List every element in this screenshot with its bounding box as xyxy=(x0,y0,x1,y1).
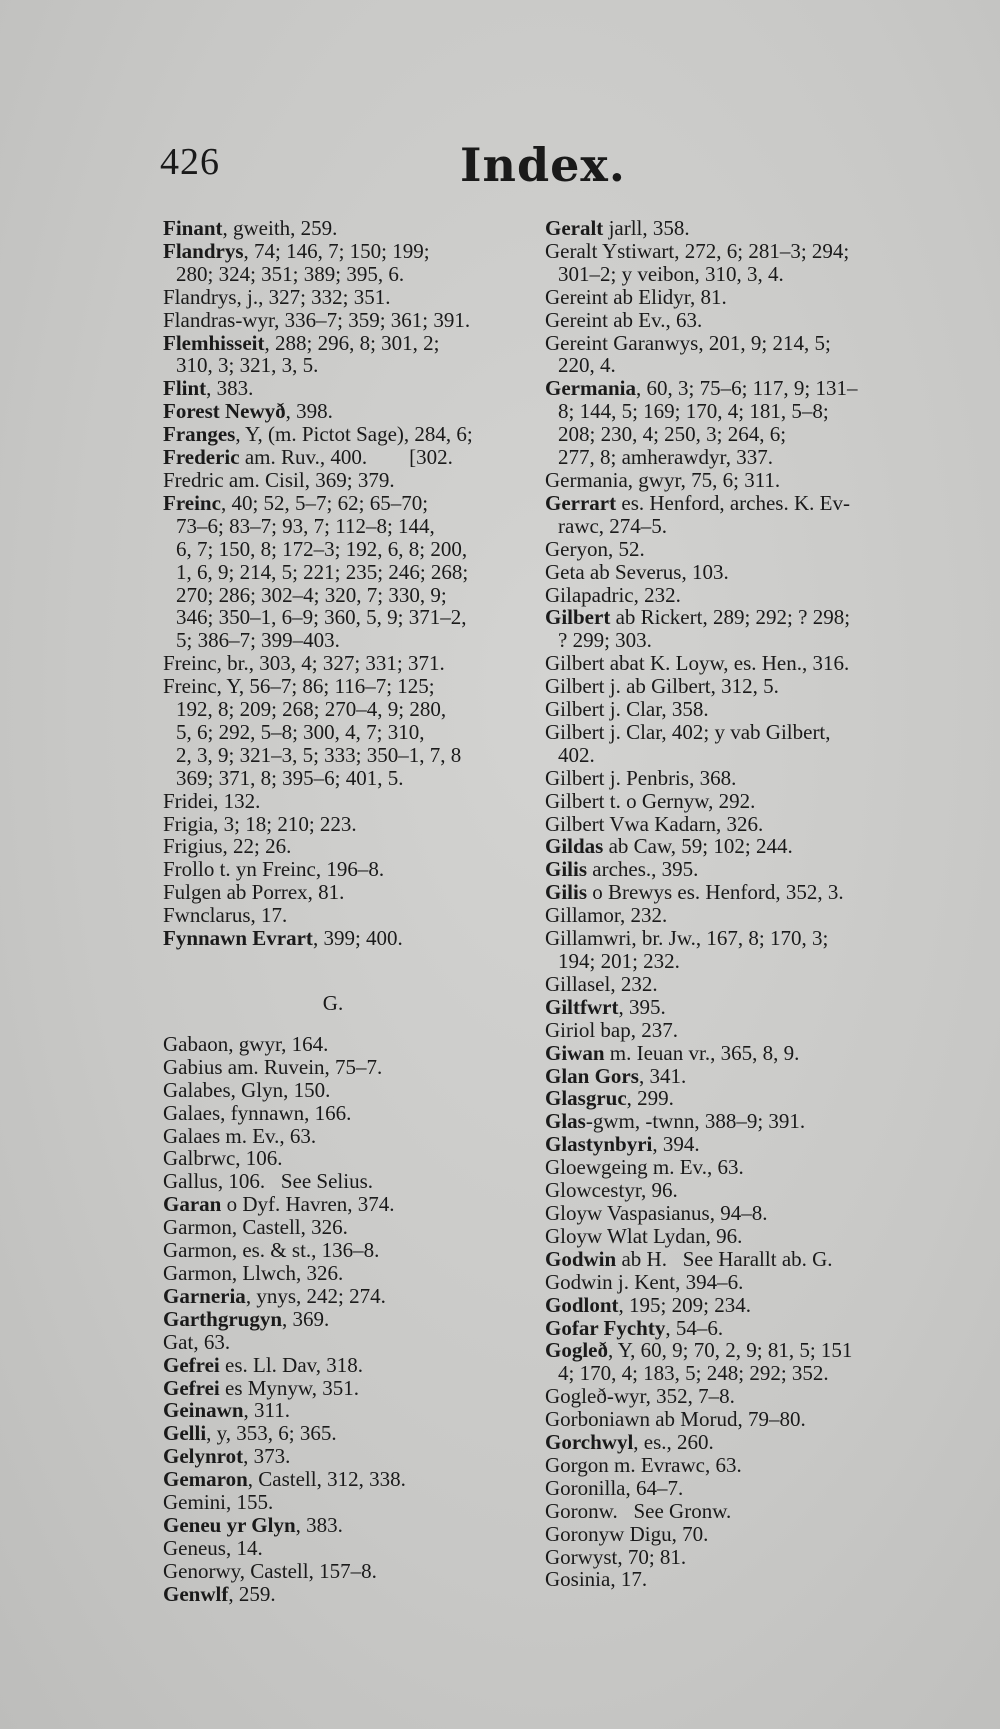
index-entry xyxy=(545,973,905,996)
index-entry xyxy=(545,1385,905,1408)
entry-line: Gilbert j. ab Gilbert, 312, 5. xyxy=(545,674,779,699)
entry-line: Germania, 60, 3; 75–6; 117, 9; 131– xyxy=(545,376,858,401)
index-entry xyxy=(545,1408,905,1431)
entry-continuation: 5; 386–7; 399–403. xyxy=(176,628,340,653)
entry-line: Godwin j. Kent, 394–6. xyxy=(545,1269,744,1294)
entry-line: Geinawn, 311. xyxy=(163,1398,290,1423)
index-entry xyxy=(545,835,905,858)
index-entry xyxy=(163,332,533,378)
index-entry xyxy=(163,858,533,881)
entry-continuation: 220, 4. xyxy=(558,353,616,378)
entry-line: Gogleð-wyr, 352, 7–8. xyxy=(545,1384,735,1409)
index-entry xyxy=(545,881,905,904)
entry-line: Gerrart es. Henford, arches. K. Ev- xyxy=(545,490,850,515)
section-letter: G. xyxy=(322,991,344,1015)
index-entry xyxy=(545,1454,905,1477)
index-entry xyxy=(545,1431,905,1454)
entry-line: Goronw. See Gronw. xyxy=(545,1498,732,1523)
entry-continuation: ? 299; 303. xyxy=(558,628,652,653)
entry-continuation: 4; 170, 4; 183, 5; 248; 292; 352. xyxy=(558,1361,829,1386)
entry-line: Freinc, br., 303, 4; 327; 331; 371. xyxy=(163,651,445,676)
entry-line: Gefrei es Mynyw, 351. xyxy=(163,1375,359,1400)
index-entry xyxy=(545,217,905,240)
entry-line: Goronyw Digu, 70. xyxy=(545,1521,709,1546)
index-entry xyxy=(545,561,905,584)
entry-continuation: 8; 144, 5; 169; 170, 4; 181, 5–8; xyxy=(558,399,829,424)
entry-line: Flandras-wyr, 336–7; 359; 361; 391. xyxy=(163,307,471,332)
entry-line: Galabes, Glyn, 150. xyxy=(163,1077,331,1102)
entry-line: Galbrwc, 106. xyxy=(163,1146,283,1171)
index-entry xyxy=(545,1317,905,1340)
index-entry xyxy=(163,1331,533,1354)
index-entry xyxy=(545,606,905,652)
entry-line: Godwin ab H. See Harallt ab. G. xyxy=(545,1246,833,1271)
index-entry xyxy=(545,584,905,607)
entry-continuation: 1, 6, 9; 214, 5; 221; 235; 246; 268; xyxy=(176,559,469,584)
entry-line: Genorwy, Castell, 157–8. xyxy=(163,1558,377,1583)
index-entry xyxy=(545,1294,905,1317)
index-entry xyxy=(545,698,905,721)
entry-continuation: 270; 286; 302–4; 320, 7; 330, 9; xyxy=(176,582,447,607)
entry-continuation: 208; 230, 4; 250, 3; 264, 6; xyxy=(558,422,787,447)
entry-line: Gofar Fychty, 54–6. xyxy=(545,1315,724,1340)
index-entry xyxy=(545,1133,905,1156)
entry-line: Gallus, 106. See Selius. xyxy=(163,1169,373,1194)
entry-line: Gloewgeing m. Ev., 63. xyxy=(545,1155,744,1180)
left-column xyxy=(163,217,533,1606)
entry-line: Giltfwrt, 395. xyxy=(545,994,666,1019)
entry-line: Geneus, 14. xyxy=(163,1535,263,1560)
index-entry xyxy=(163,1377,533,1400)
entry-line: Glan Gors, 341. xyxy=(545,1063,687,1088)
index-entry xyxy=(545,1339,905,1385)
index-entry xyxy=(545,538,905,561)
index-entry xyxy=(163,1056,533,1079)
index-entry xyxy=(163,652,533,675)
index-entry xyxy=(163,1262,533,1285)
entry-line: Garneria, ynys, 242; 274. xyxy=(163,1283,386,1308)
index-entry xyxy=(163,835,533,858)
index-entry xyxy=(163,217,533,240)
index-entry xyxy=(545,1500,905,1523)
entry-line: Gorboniawn ab Morud, 79–80. xyxy=(545,1407,806,1432)
page-number: 426 xyxy=(160,141,220,183)
index-entry xyxy=(545,1179,905,1202)
entry-continuation: 280; 324; 351; 389; 395, 6. xyxy=(176,261,405,286)
running-head: Index. xyxy=(460,138,626,192)
index-entry xyxy=(163,1170,533,1193)
entry-line: Gilapadric, 232. xyxy=(545,582,681,607)
entry-line: Geryon, 52. xyxy=(545,536,645,561)
entry-line: Gemaron, Castell, 312, 338. xyxy=(163,1467,406,1492)
entry-line: Gefrei es. Ll. Dav, 318. xyxy=(163,1352,364,1377)
index-entry xyxy=(163,492,533,652)
index-entry xyxy=(545,904,905,927)
entry-line: Gilbert Vwa Kadarn, 326. xyxy=(545,811,764,836)
index-entry xyxy=(163,1537,533,1560)
index-entries-right xyxy=(545,217,905,1591)
index-entry xyxy=(545,492,905,538)
entry-line: Finant, gweith, 259. xyxy=(163,216,338,240)
entry-line: Glowcestyr, 96. xyxy=(545,1178,678,1203)
index-entry xyxy=(163,1422,533,1445)
entry-line: Gat, 63. xyxy=(163,1329,231,1354)
entry-line: Flint, 383. xyxy=(163,376,254,401)
index-entries-f xyxy=(163,217,533,950)
index-entry xyxy=(163,240,533,286)
entry-line: Gereint ab Elidyr, 81. xyxy=(545,284,727,309)
entry-line: Fridei, 132. xyxy=(163,788,261,813)
right-column xyxy=(545,217,905,1591)
entry-line: Gabius am. Ruvein, 75–7. xyxy=(163,1054,383,1079)
entry-line: Garmon, Llwch, 326. xyxy=(163,1260,344,1285)
entry-line: Frederic am. Ruv., 400. [302. xyxy=(163,445,453,470)
index-entry xyxy=(545,996,905,1019)
entry-line: Fredric am. Cisil, 369; 379. xyxy=(163,467,395,492)
entry-line: Giriol bap, 237. xyxy=(545,1017,678,1042)
index-entry xyxy=(545,309,905,332)
entry-continuation: 192, 8; 209; 268; 270–4, 9; 280, xyxy=(176,697,447,722)
entry-continuation: 402. xyxy=(558,742,595,767)
entry-line: Gabaon, gwyr, 164. xyxy=(163,1031,329,1056)
entry-line: Gilbert j. Clar, 402; y vab Gilbert, xyxy=(545,719,831,744)
index-entry xyxy=(163,1354,533,1377)
index-entry xyxy=(545,927,905,973)
index-entry xyxy=(163,1445,533,1468)
entry-line: Geralt jarll, 358. xyxy=(545,216,690,240)
index-entry xyxy=(545,675,905,698)
entry-line: Glas-gwm, -twnn, 388–9; 391. xyxy=(545,1109,806,1134)
index-entry xyxy=(163,377,533,400)
index-entry xyxy=(545,1225,905,1248)
entry-line: Gilbert j. Penbris, 368. xyxy=(545,765,737,790)
entry-continuation: 369; 371, 8; 395–6; 401, 5. xyxy=(176,765,404,790)
entry-line: Gilbert ab Rickert, 289; 292; ? 298; xyxy=(545,605,851,630)
index-entry xyxy=(163,400,533,423)
index-entry xyxy=(163,1583,533,1606)
index-entry xyxy=(545,790,905,813)
entry-continuation: 5, 6; 292, 5–8; 300, 4, 7; 310, xyxy=(176,719,425,744)
index-entry xyxy=(163,423,533,446)
index-entry xyxy=(163,927,533,950)
entry-continuation: 346; 350–1, 6–9; 360, 5, 9; 371–2, xyxy=(176,605,467,630)
entry-line: Fynnawn Evrart, 399; 400. xyxy=(163,926,403,951)
index-entry xyxy=(545,1202,905,1225)
entry-line: Fulgen ab Porrex, 81. xyxy=(163,880,345,905)
index-entry xyxy=(163,1079,533,1102)
index-entry xyxy=(545,1477,905,1500)
entry-line: Geta ab Severus, 103. xyxy=(545,559,729,584)
index-entry xyxy=(545,1248,905,1271)
index-entry xyxy=(163,675,533,790)
entry-line: Gildas ab Caw, 59; 102; 244. xyxy=(545,834,793,859)
entry-line: Giwan m. Ieuan vr., 365, 8, 9. xyxy=(545,1040,800,1065)
index-entry xyxy=(163,1308,533,1331)
entry-line: Gemini, 155. xyxy=(163,1490,274,1515)
index-entry xyxy=(545,652,905,675)
entry-line: Flemhisseit, 288; 296, 8; 301, 2; xyxy=(163,330,440,355)
index-entries-g xyxy=(163,1033,533,1606)
entry-line: Gogleð, Y, 60, 9; 70, 2, 9; 81, 5; 151 xyxy=(545,1338,853,1363)
index-entry xyxy=(163,904,533,927)
entry-line: Gloyw Wlat Lydan, 96. xyxy=(545,1223,743,1248)
index-entry xyxy=(163,1216,533,1239)
index-entry xyxy=(163,1102,533,1125)
index-entry xyxy=(163,1147,533,1170)
entry-line: Gilbert abat K. Loyw, es. Hen., 316. xyxy=(545,651,850,676)
index-entry xyxy=(163,881,533,904)
entry-continuation: rawc, 274–5. xyxy=(558,513,668,538)
entry-line: Galaes m. Ev., 63. xyxy=(163,1123,317,1148)
entry-line: Frollo t. yn Freinc, 196–8. xyxy=(163,857,385,882)
index-entry xyxy=(163,309,533,332)
entry-line: Galaes, fynnawn, 166. xyxy=(163,1100,352,1125)
entry-continuation: 2, 3, 9; 321–3, 5; 333; 350–1, 7, 8 xyxy=(176,742,462,767)
entry-line: Gelynrot, 373. xyxy=(163,1444,291,1469)
index-entry xyxy=(545,721,905,767)
entry-line: Glastynbyri, 394. xyxy=(545,1132,700,1157)
index-entry xyxy=(163,1468,533,1491)
index-entry xyxy=(545,1019,905,1042)
index-entry xyxy=(163,1239,533,1262)
index-entry xyxy=(163,790,533,813)
index-entry xyxy=(163,469,533,492)
index-entry xyxy=(545,240,905,286)
index-entry xyxy=(545,1568,905,1591)
entry-line: Freinc, 40; 52, 5–7; 62; 65–70; xyxy=(163,490,429,515)
index-entry xyxy=(163,1285,533,1308)
index-entry xyxy=(163,1560,533,1583)
entry-line: Gorchwyl, es., 260. xyxy=(545,1430,714,1455)
entry-line: Gloyw Vaspasianus, 94–8. xyxy=(545,1200,768,1225)
entry-line: Gillasel, 232. xyxy=(545,971,658,996)
entry-line: Geralt Ystiwart, 272, 6; 281–3; 294; xyxy=(545,238,850,263)
entry-line: Gillamor, 232. xyxy=(545,903,668,928)
entry-line: Gillamwri, br. Jw., 167, 8; 170, 3; xyxy=(545,926,829,951)
entry-line: Genwlf, 259. xyxy=(163,1581,276,1606)
entry-line: Garan o Dyf. Havren, 374. xyxy=(163,1192,395,1217)
index-entry xyxy=(163,1491,533,1514)
index-entry xyxy=(545,858,905,881)
index-entry xyxy=(545,286,905,309)
index-entry xyxy=(163,813,533,836)
entry-continuation: 301–2; y veibon, 310, 3, 4. xyxy=(558,261,784,286)
index-entry xyxy=(545,1523,905,1546)
entry-line: Gilbert t. o Gernyw, 292. xyxy=(545,788,756,813)
index-entry xyxy=(163,1514,533,1537)
entry-line: Gereint Garanwys, 201, 9; 214, 5; xyxy=(545,330,831,355)
entry-line: Flandrys, 74; 146, 7; 150; 199; xyxy=(163,238,430,263)
index-entry xyxy=(545,1042,905,1065)
index-entry xyxy=(163,286,533,309)
index-entry xyxy=(163,1193,533,1216)
entry-line: Gilis o Brewys es. Henford, 352, 3. xyxy=(545,880,844,905)
entry-line: Germania, gwyr, 75, 6; 311. xyxy=(545,467,781,492)
entry-line: Goronilla, 64–7. xyxy=(545,1475,684,1500)
index-entry xyxy=(545,1087,905,1110)
entry-line: Garmon, Castell, 326. xyxy=(163,1215,348,1240)
entry-line: Gelli, y, 353, 6; 365. xyxy=(163,1421,337,1446)
index-entry xyxy=(163,446,533,469)
entry-line: Flandrys, j., 327; 332; 351. xyxy=(163,284,391,309)
index-entry xyxy=(163,1033,533,1056)
entry-continuation: 310, 3; 321, 3, 5. xyxy=(176,353,319,378)
index-entry xyxy=(545,377,905,469)
index-entry xyxy=(545,813,905,836)
index-entry xyxy=(545,1156,905,1179)
index-entry xyxy=(163,1125,533,1148)
entry-line: Gorwyst, 70; 81. xyxy=(545,1544,687,1569)
entry-line: Frigia, 3; 18; 210; 223. xyxy=(163,811,357,836)
index-entry xyxy=(163,1399,533,1422)
entry-line: Gereint ab Ev., 63. xyxy=(545,307,703,332)
index-entry xyxy=(545,767,905,790)
index-entry xyxy=(545,1110,905,1133)
entry-line: Garthgrugyn, 369. xyxy=(163,1306,330,1331)
entry-continuation: 277, 8; amherawdyr, 337. xyxy=(558,445,773,470)
index-entry xyxy=(545,1271,905,1294)
index-entry xyxy=(545,1065,905,1088)
entry-line: Gosinia, 17. xyxy=(545,1567,648,1592)
entry-line: Gilbert j. Clar, 358. xyxy=(545,697,709,722)
entry-line: Godlont, 195; 209; 234. xyxy=(545,1292,751,1317)
entry-continuation: 73–6; 83–7; 93, 7; 112–8; 144, xyxy=(176,513,435,538)
entry-line: Geneu yr Glyn, 383. xyxy=(163,1512,343,1537)
index-entry xyxy=(545,469,905,492)
entry-line: Garmon, es. & st., 136–8. xyxy=(163,1238,380,1263)
entry-continuation: 194; 201; 232. xyxy=(558,949,680,973)
entry-line: Gilis arches., 395. xyxy=(545,857,699,882)
index-entry xyxy=(545,1546,905,1569)
entry-line: Freinc, Y, 56–7; 86; 116–7; 125; xyxy=(163,674,435,699)
entry-line: Gorgon m. Evrawc, 63. xyxy=(545,1452,742,1477)
entry-line: Franges, Y, (m. Pictot Sage), 284, 6; xyxy=(163,422,473,447)
entry-line: Forest Newyð, 398. xyxy=(163,399,333,424)
entry-line: Glasgruc, 299. xyxy=(545,1086,674,1111)
entry-continuation: 6, 7; 150, 8; 172–3; 192, 6, 8; 200, xyxy=(176,536,468,561)
entry-line: Fwnclarus, 17. xyxy=(163,903,288,928)
index-entry xyxy=(545,332,905,378)
entry-line: Frigius, 22; 26. xyxy=(163,834,292,859)
